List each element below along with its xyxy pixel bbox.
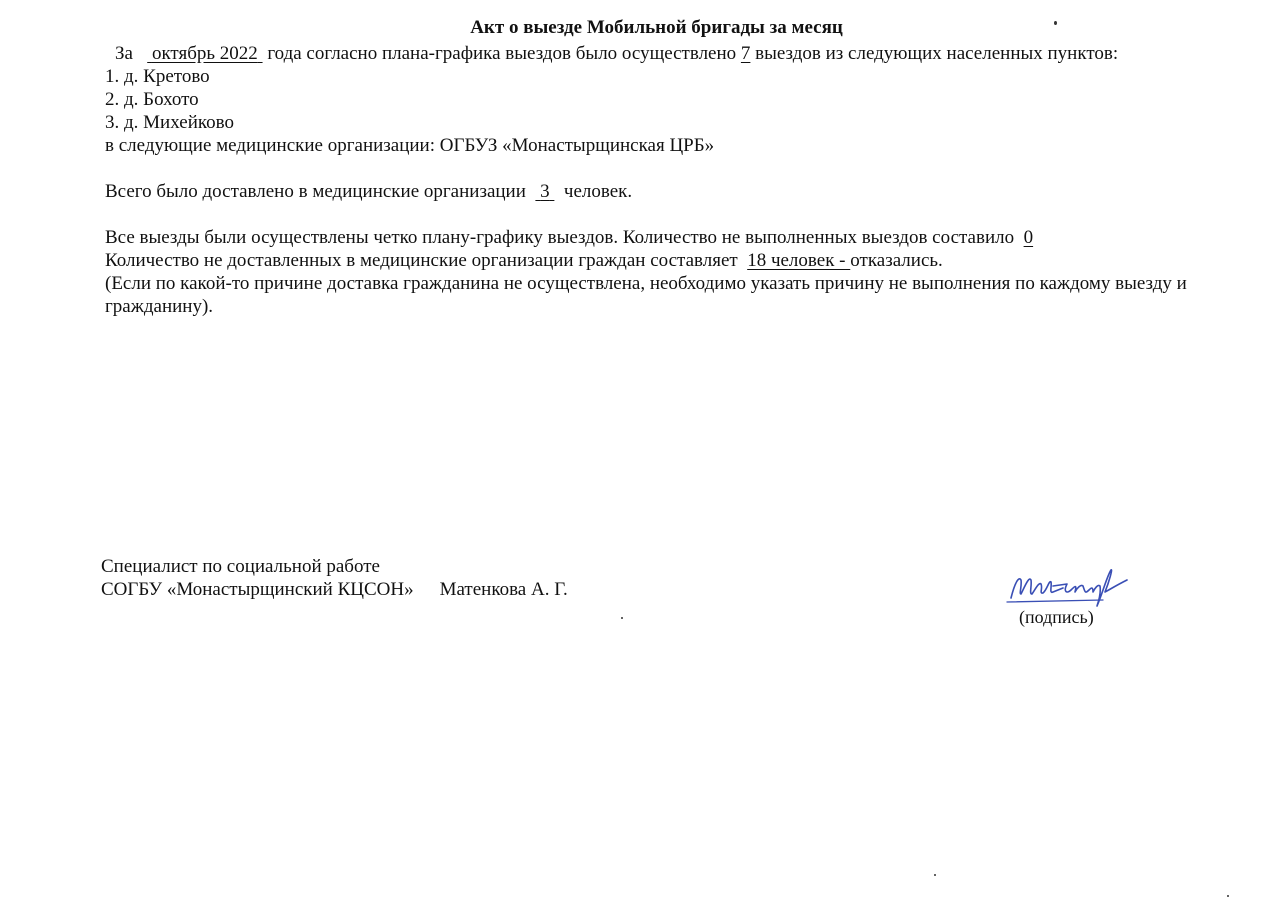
signature-block [101,555,801,601]
document-body [105,42,1205,318]
not-delivered-value: 18 человек - [747,250,846,271]
intro-middle: года согласно плана-графика выездов было осуществлено [267,43,737,64]
signer-name: Матенкова А. Г. [439,579,568,600]
not-delivered-suffix: отказались. [850,250,943,271]
settlement-item: 1. д. Кретово [105,66,210,87]
document-title: Акт о выезде Мобильной бригады за месяц [470,17,843,38]
settlements-list [105,65,1205,134]
signature-caption: (подпись) [1019,607,1094,627]
not-delivered-line [105,249,1205,272]
completion-value: 0 [1023,227,1034,248]
signer-position: Специалист по социальной работе [101,556,380,577]
scan-speck [934,874,936,876]
intro-paragraph [105,42,1205,65]
trips-count: 7 [740,43,751,64]
intro-prefix: За [115,43,133,64]
delivered-suffix: человек. [563,181,633,202]
intro-period: октябрь 2022 [151,43,258,64]
signer-line [101,578,801,601]
signer-organization: СОГБУ «Монастырщинский КЦСОН» [101,579,414,600]
completion-line [105,226,1205,249]
delivered-line [105,180,1205,203]
signature-scribble [1005,562,1135,612]
intro-suffix: выездов из следующих населенных пунктов: [755,43,1119,64]
delivered-count: 3 [540,181,550,202]
scan-speck [1227,895,1229,897]
settlement-item: 3. д. Михейково [105,112,234,133]
scan-speck [621,617,623,619]
scan-speck [1054,21,1057,25]
not-delivered-prefix: Количество не доставленных в медицинские организации граждан составляет [105,250,738,271]
note-paragraph: (Если по какой-то причине доставка гражданина не осуществлена, необходимо указать причину не выполнения по каждому выезду и гражданину). [105,273,1187,317]
settlement-item: 2. д. Бохото [105,89,199,110]
completion-text: Все выезды были осуществлены четко плану-графику выездов. Количество не выполненных выездов составило [105,227,1015,248]
delivered-prefix: Всего было доставлено в медицинские организации [105,181,526,202]
organizations-line: в следующие медицинские организации: ОГБУЗ «Монастырщинская ЦРБ» [105,135,715,156]
